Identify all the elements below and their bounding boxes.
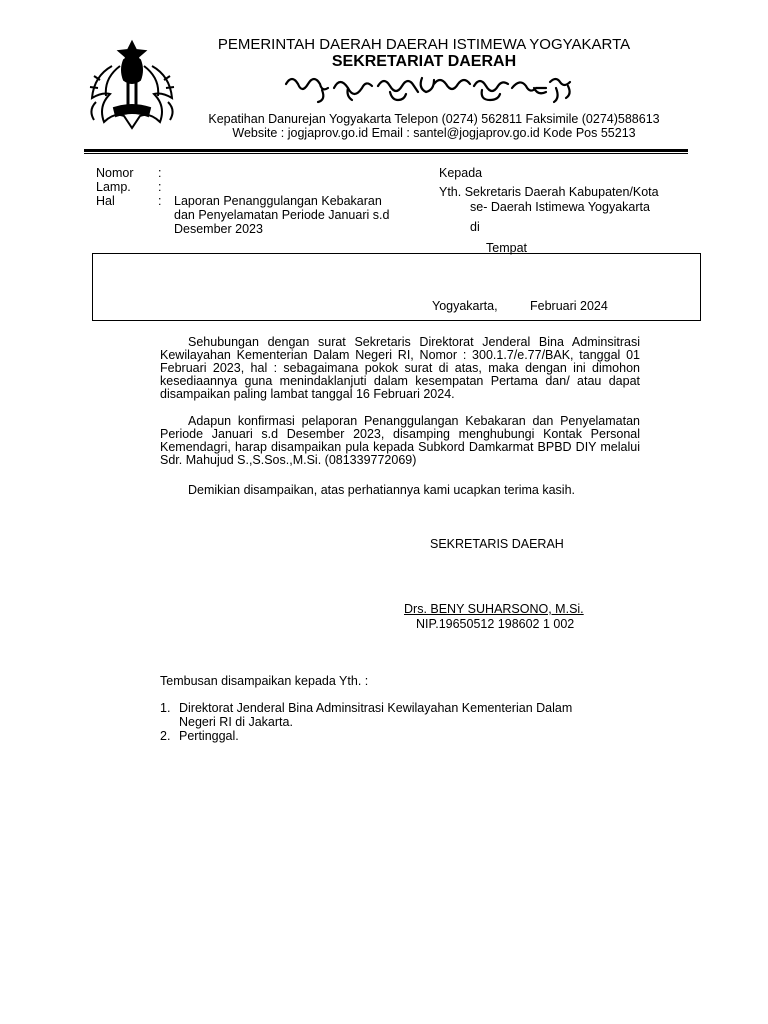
nomor-colon: :: [158, 166, 162, 180]
signature-nip: NIP.19650512 198602 1 002: [416, 617, 575, 631]
list-number: 1.: [160, 701, 171, 715]
hal-label: Hal: [96, 194, 115, 208]
lamp-label: Lamp.: [96, 180, 131, 194]
body-paragraph-2: [160, 415, 640, 467]
body-paragraph-3: [160, 484, 640, 497]
recipient-line-2: se- Daerah Istimewa Yogyakarta: [470, 200, 650, 214]
recipient-tempat: Tempat: [486, 241, 527, 255]
javanese-script-icon: [282, 70, 578, 104]
nomor-label: Nomor: [96, 166, 134, 180]
letterhead-rule-thin: [84, 153, 688, 154]
recipient-di: di: [470, 220, 480, 234]
letterhead-rule-thick: [84, 149, 688, 152]
list-number: 2.: [160, 729, 171, 743]
lamp-colon: :: [158, 180, 162, 194]
list-text: Direktorat Jenderal Bina Adminsitrasi Kewilayahan Kementerian Dalam: [179, 701, 573, 715]
hal-line-2: dan Penyelamatan Periode Januari s.d: [174, 208, 390, 222]
signature-title: SEKRETARIS DAERAH: [430, 537, 564, 551]
date-place: Yogyakarta,: [432, 299, 498, 313]
paragraph-text: Demikian disampaikan, atas perhatiannya kami ucapkan terima kasih.: [188, 483, 575, 497]
cc-heading: Tembusan disampaikan kepada Yth. :: [160, 674, 369, 688]
paragraph-text: Adapun konfirmasi pelaporan Penanggulangan Kebakaran dan Penyelamatan Periode Januari s.d Desember 2023, disamping menghubungi Kontak Personal Kemendagri, harap disampaikan pula kepada Subkord Damkarmat BPBD DIY melalui Sdr. Mahujud S.,S.Sos.,M.Si. (081339772069): [160, 414, 640, 467]
hal-line-1: Laporan Penanggulangan Kebakaran: [174, 194, 382, 208]
body-paragraph-1: [160, 336, 640, 401]
date-box: [92, 253, 701, 321]
recipient-kepada: Kepada: [439, 166, 483, 180]
office-name: SEKRETARIAT DAERAH: [331, 53, 517, 70]
list-item: [160, 729, 640, 743]
hal-colon: :: [158, 194, 162, 208]
office-website: Website : jogjaprov.go.id Email : santel@jogjaprov.go.id Kode Pos 55213: [232, 126, 636, 140]
recipient-line-1: Yth. Sekretaris Daerah Kabupaten/Kota: [439, 185, 659, 199]
cc-list: [160, 701, 640, 743]
list-text: Negeri RI di Jakarta.: [179, 715, 293, 729]
paragraph-text: Sehubungan dengan surat Sekretaris Direktorat Jenderal Bina Adminsitrasi Kewilayahan Kementerian Dalam Negeri RI, Nomor : 300.1.7/e.77/BAK, tanggal 01 Februari 2023, hal : sebagaimana pokok surat di atas, maka dengan ini dimohon kesediaannya guna menindaklanjuti dalam kesempatan Pertama dan/ atau dapat disampaikan paling lambat tanggal 16 Februari 2024.: [160, 335, 640, 401]
office-address: Kepatihan Danurejan Yogyakarta Telepon (0274) 562811 Faksimile (0274)588613: [208, 112, 660, 126]
signature-name: Drs. BENY SUHARSONO, M.Si.: [404, 602, 584, 616]
hal-line-3: Desember 2023: [174, 222, 263, 236]
list-item: [160, 701, 640, 729]
list-text: Pertinggal.: [179, 729, 239, 743]
date-month-year: Februari 2024: [530, 299, 608, 313]
government-name: PEMERINTAH DAERAH DAERAH ISTIMEWA YOGYAKARTA: [217, 36, 631, 53]
